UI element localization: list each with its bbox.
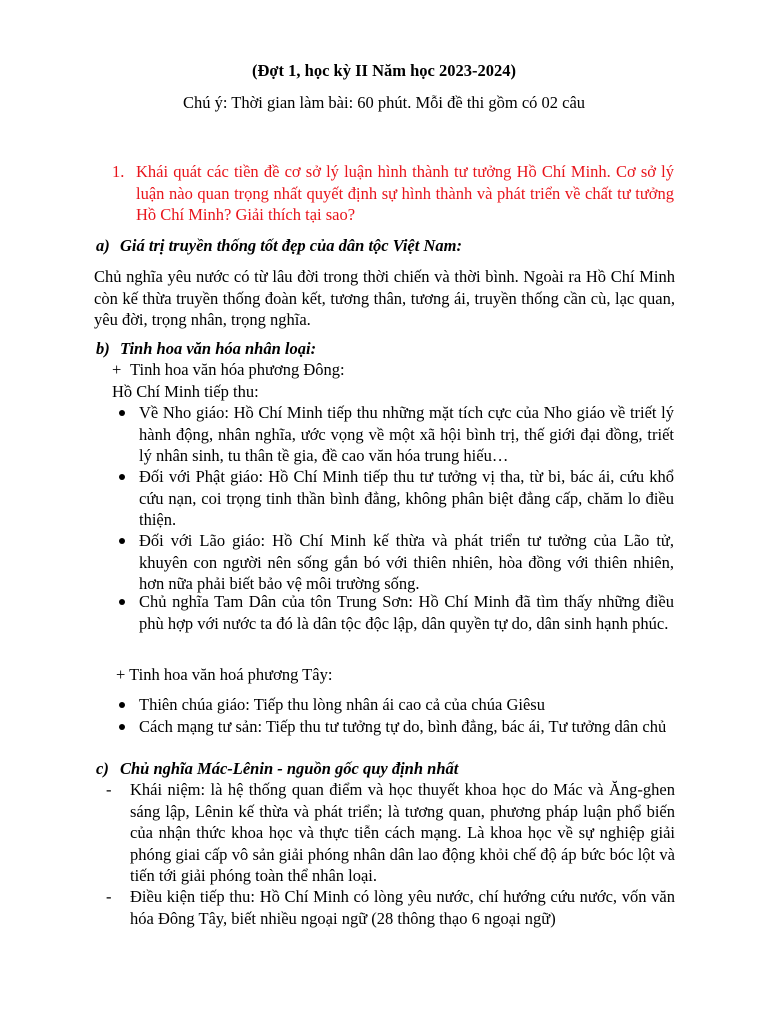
west-item-cach-mang: Cách mạng tư sản: Tiếp thu tư tưởng tự do, bình đẳng, bác ái, Tư tưởng dân chủ: [139, 717, 667, 736]
exam-title: (Đợt 1, học kỳ II Năm học 2023-2024): [252, 61, 516, 80]
east-item-tam-dan: Chủ nghĩa Tam Dân của tôn Trung Sơn: Hồ Chí Minh đã tìm thấy những điều phù hợp với nước ta đó là dân tộc độc lập, dân quyền tự do, dân sinh hạnh phúc.: [139, 592, 674, 633]
section-b-heading: Tinh hoa văn hóa nhân loại:: [120, 339, 317, 358]
bullet-icon: [119, 724, 125, 730]
east-item-phat: Đối với Phật giáo: Hồ Chí Minh tiếp thu tư tưởng vị tha, từ bi, bác ái, cứu khổ cứu nạn, coi trọng tinh thần bình đẳng, không phân biệt đẳng cấp, chăm lo điều thiện.: [139, 467, 674, 529]
section-a-marker: a): [96, 236, 110, 255]
bullet-icon: [119, 538, 125, 544]
question-number: 1.: [112, 162, 125, 181]
east-plus: +: [112, 360, 122, 379]
dash-marker: -: [106, 887, 112, 906]
section-a-paragraph: Chủ nghĩa yêu nước có từ lâu đời trong thời chiến và thời bình. Ngoài ra Hồ Chí Minh còn kế thừa truyền thống đoàn kết, tương thân, tương ái, truyền thống cần cù, lạc quan, yêu đời, trọng nhân, trọng nghĩa.: [94, 267, 675, 329]
bullet-icon: [119, 599, 125, 605]
dash-marker: -: [106, 780, 112, 799]
section-c-marker: c): [96, 759, 109, 778]
east-intro: Hồ Chí Minh tiếp thu:: [112, 382, 259, 401]
section-a-heading: Giá trị truyền thống tốt đẹp của dân tộc Việt Nam:: [120, 236, 462, 255]
bullet-icon: [119, 474, 125, 480]
west-item-thien-chua: Thiên chúa giáo: Tiếp thu lòng nhân ái cao cả của chúa Giêsu: [139, 695, 545, 714]
west-label: + Tinh hoa văn hoá phương Tây:: [116, 665, 333, 684]
bullet-icon: [119, 410, 125, 416]
section-c-item-dieu-kien: Điều kiện tiếp thu: Hồ Chí Minh có lòng yêu nước, chí hướng cứu nước, vốn văn hóa Đông Tây, biết nhiều ngoại ngữ (28 thông thạo 6 ngoại ngữ): [130, 887, 675, 928]
section-c-heading: Chủ nghĩa Mác-Lênin - nguồn gốc quy định nhất: [120, 759, 459, 778]
section-b-marker: b): [96, 339, 110, 358]
exam-note: Chú ý: Thời gian làm bài: 60 phút. Mỗi đề thi gồm có 02 câu: [182, 93, 586, 112]
bullet-icon: [119, 702, 125, 708]
east-item-lao: Đối với Lão giáo: Hồ Chí Minh kế thừa và phát triển tư tưởng của Lão tử, khuyên con người nên sống gắn bó với thiên nhiên, hòa đồng với thiên nhiên, hơn nữa phải biết bảo vệ môi trường sống.: [139, 531, 674, 593]
question-text: Khái quát các tiền đề cơ sở lý luận hình thành tư tưởng Hồ Chí Minh. Cơ sở lý luận nào quan trọng nhất quyết định sự hình thành và phát triển về chất tư tưởng Hồ Chí Minh? Giải thích tại sao?: [136, 162, 674, 224]
east-label: Tinh hoa văn hóa phương Đông:: [130, 360, 345, 379]
east-item-nho: Về Nho giáo: Hồ Chí Minh tiếp thu những mặt tích cực của Nho giáo về triết lý hành động, nhân nghĩa, ước vọng về một xã hội bình trị, thế giới đại đồng, triết lý nhân sinh, tu thân tề gia, đề cao văn hóa trung hiếu…: [139, 403, 674, 465]
section-c-item-khai-niem: Khái niệm: là hệ thống quan điểm và học thuyết khoa học do Mác và Ăng-ghen sáng lập, Lênin kế thừa và phát triển; là tương quan, phương pháp luận phổ biến của nhận thức khoa học và thực tiễn cách mạng. Là khoa học về sự nghiệp giải phóng giai cấp vô sản giải phóng nhân dân lao động khỏi chế độ áp bức bóc lột và tiến tới giải phóng toàn thể nhân loại.: [130, 780, 675, 885]
